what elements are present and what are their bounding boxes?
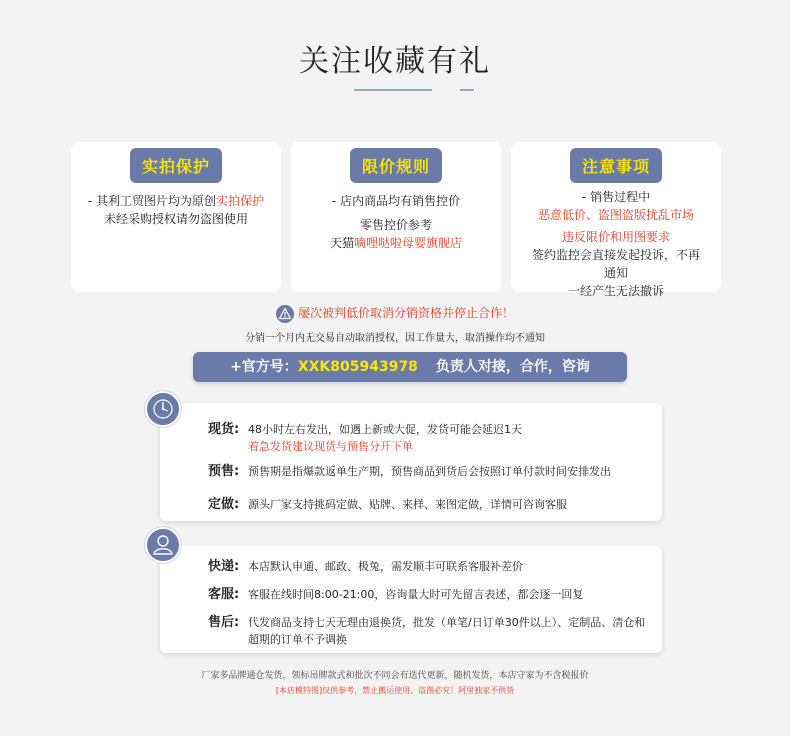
title-underline-short [460,89,474,91]
footer [0,668,790,696]
card-body: - 其利工贸图片均为原创实拍保护 未经采购授权请勿盗图使用 [87,194,265,226]
card-body: - 店内商品均有销售控价 零售控价参考 天猫嘀哩哒啦母婴旗舰店 [329,194,463,250]
official-id-banner: +官方号：XXK805943978 负责人对接，合作，咨询 [193,352,627,382]
card-tag: 实拍保护 [130,148,222,183]
user-icon [145,527,181,563]
row-delivery: 快递: 本店默认申通、邮政、极兔，需发顺丰可联系客服补差价 [208,559,523,574]
official-id-code[interactable]: XXK805943978 [297,359,418,375]
warning-triangle-icon [276,305,294,323]
card-notices [511,142,721,298]
row-customer-service: 客服: 客服在线时间8:00-21:00，咨询量大时可先留言表述，都会逐一回复 [208,587,584,602]
row-after-sales: 售后: 代发商品支持七天无理由退换货，批发（单笔/日订单30件以上）、定制品、清仓和超期的订单不予调换 [208,615,646,646]
card-price-rules [291,142,501,292]
warning-block [0,304,790,344]
shipping-info-panel [160,403,662,521]
footer-warning: [本店模特图]仅供参考，禁止搬运使用、盗图必究！阿里独家不供货 [275,686,515,695]
warning-subtext: 分销一个月内无交易自动取消授权，因工作量大，取消操作均不通知 [245,332,545,344]
card-tag: 注意事项 [570,148,662,183]
title-underline [354,89,432,91]
page-title: 关注收藏有礼 [299,44,491,79]
card-photo-protection [71,142,281,292]
row-presale: 预售: 预售期是指爆款返单生产期，预售商品到货后会按照订单付款时间安排发出 [208,464,611,479]
card-tag: 限价规则 [350,148,442,183]
card-body: - 销售过程中 恶意低价、盗图盗版扰乱市场 违反限价和用图要求 签约监控会直接发起投诉，不再通知 一经产生无法撤诉 [531,190,700,298]
warning-text: 屡次被判低价取消分销资格并停止合作！ [297,306,514,320]
footer-note: 厂家多品牌通仓发货，领标吊牌款式和批次不同会有迭代更新，随机发货，本店守家为不含税报价 [201,671,589,681]
row-in-stock: 现货: 48小时左右发出，如遇上新或大促，发货可能会延迟1天 着急发货建议现货与预售分开下单 [208,422,522,453]
service-info-panel [160,546,662,653]
clock-icon [145,391,181,427]
row-custom: 定做: 源头厂家支持挑码定做、贴牌、来样、来图定做，详情可咨询客服 [208,497,567,512]
